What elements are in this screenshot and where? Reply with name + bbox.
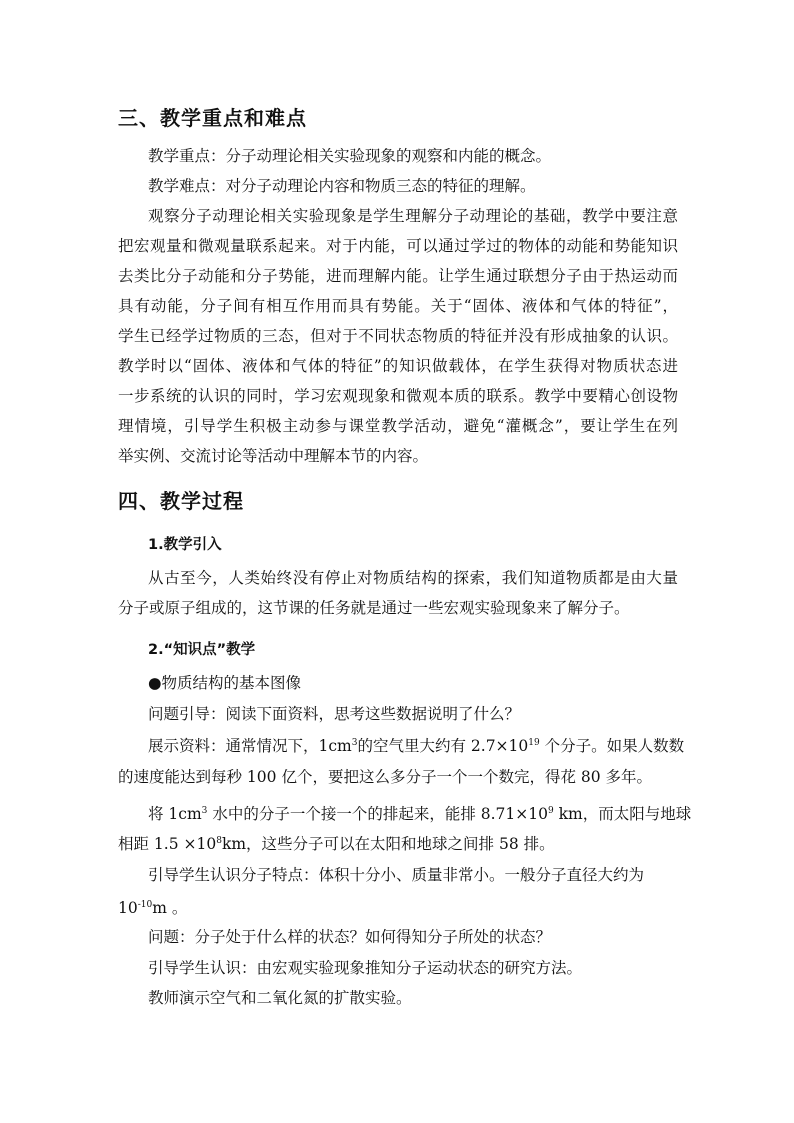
step-1-title: 1.教学引入 bbox=[148, 537, 222, 553]
guide-1-line-2: $10^{-10}m$ 。 bbox=[118, 899, 188, 917]
step-2-title: 2.“知识点”教学 bbox=[148, 642, 256, 658]
arrange-line-2: 相距 $1.5 \times 10^8km$，这些分子可以在太阳和地球之间排 58 排。 bbox=[118, 835, 555, 853]
para-line: 学生已经学过物质的三态，但对于不同状态物质的特征并没有形成抽象的认识。 bbox=[118, 327, 678, 345]
arrange-line-1: 将 $1cm^3$ 水中的分子一个接一个的排起来，能排 $8.71\times 10^9$ km，而太阳与地球 bbox=[148, 805, 692, 823]
guide-2: 引导学生认识：由宏观实验现象推知分子运动状态的研究方法。 bbox=[148, 959, 583, 977]
para-line: 把宏观量和微观量联系起来。对于内能，可以通过学过的物体的动能和势能知识 bbox=[118, 237, 678, 255]
para-line: 理情境，引导学生积极主动参与课堂教学活动，避免“灌概念”，要让学生在列 bbox=[118, 417, 678, 435]
difficulty: 教学难点：对分子动理论内容和物质三态的特征的理解。 bbox=[148, 177, 536, 195]
para-line: 去类比分子动能和分子势能，进而理解内能。让学生通过联想分子由于热运动而 bbox=[118, 267, 678, 285]
question-2: 问题：分子处于什么样的状态？如何得知分子所处的状态？ bbox=[148, 928, 552, 946]
para-line: 举实例、交流讨论等活动中理解本节的内容。 bbox=[118, 447, 429, 465]
bullet-heading: ●物质结构的基本图像 bbox=[148, 674, 302, 692]
para-line: 观察分子动理论相关实验现象是学生理解分子动理论的基础，教学中要注意 bbox=[148, 207, 678, 225]
section-3-title: 三、教学重点和难点 bbox=[118, 106, 307, 130]
section-4-title: 四、教学过程 bbox=[118, 489, 244, 513]
intro-line: 分子或原子组成的，这节课的任务就是通过一些宏观实验现象来了解分子。 bbox=[118, 599, 630, 617]
demo-line: 教师演示空气和二氧化氮的扩散实验。 bbox=[148, 989, 412, 1007]
intro-line: 从古至今，人类始终没有停止对物质结构的探索，我们知道物质都是由大量 bbox=[148, 569, 678, 587]
para-line: 具有动能，分子间有相互作用而具有势能。关于“固体、液体和气体的特征”， bbox=[118, 297, 678, 315]
material-line-2: 的速度能达到每秒 100 亿个，要把这么多分子一个一个数完，得花 80 多年。 bbox=[118, 768, 653, 786]
para-line: 一步系统的认识的同时，学习宏观现象和微观本质的联系。教学中要精心创设物 bbox=[118, 387, 678, 405]
question-1: 问题引导：阅读下面资料，思考这些数据说明了什么？ bbox=[148, 705, 521, 723]
guide-1-line-1: 引导学生认识分子特点：体积十分小、质量非常小。一般分子直径大约为 bbox=[148, 866, 645, 884]
key-point: 教学重点：分子动理论相关实验现象的观察和内能的概念。 bbox=[148, 147, 552, 165]
material-line-1: 展示资料：通常情况下，$1cm^3$的空气里大约有 $2.7\times 10^{19}$ 个分子。如果人数数 bbox=[148, 737, 685, 755]
para-line: 教学时以“固体、液体和气体的特征”的知识做载体，在学生获得对物质状态进 bbox=[118, 357, 678, 375]
